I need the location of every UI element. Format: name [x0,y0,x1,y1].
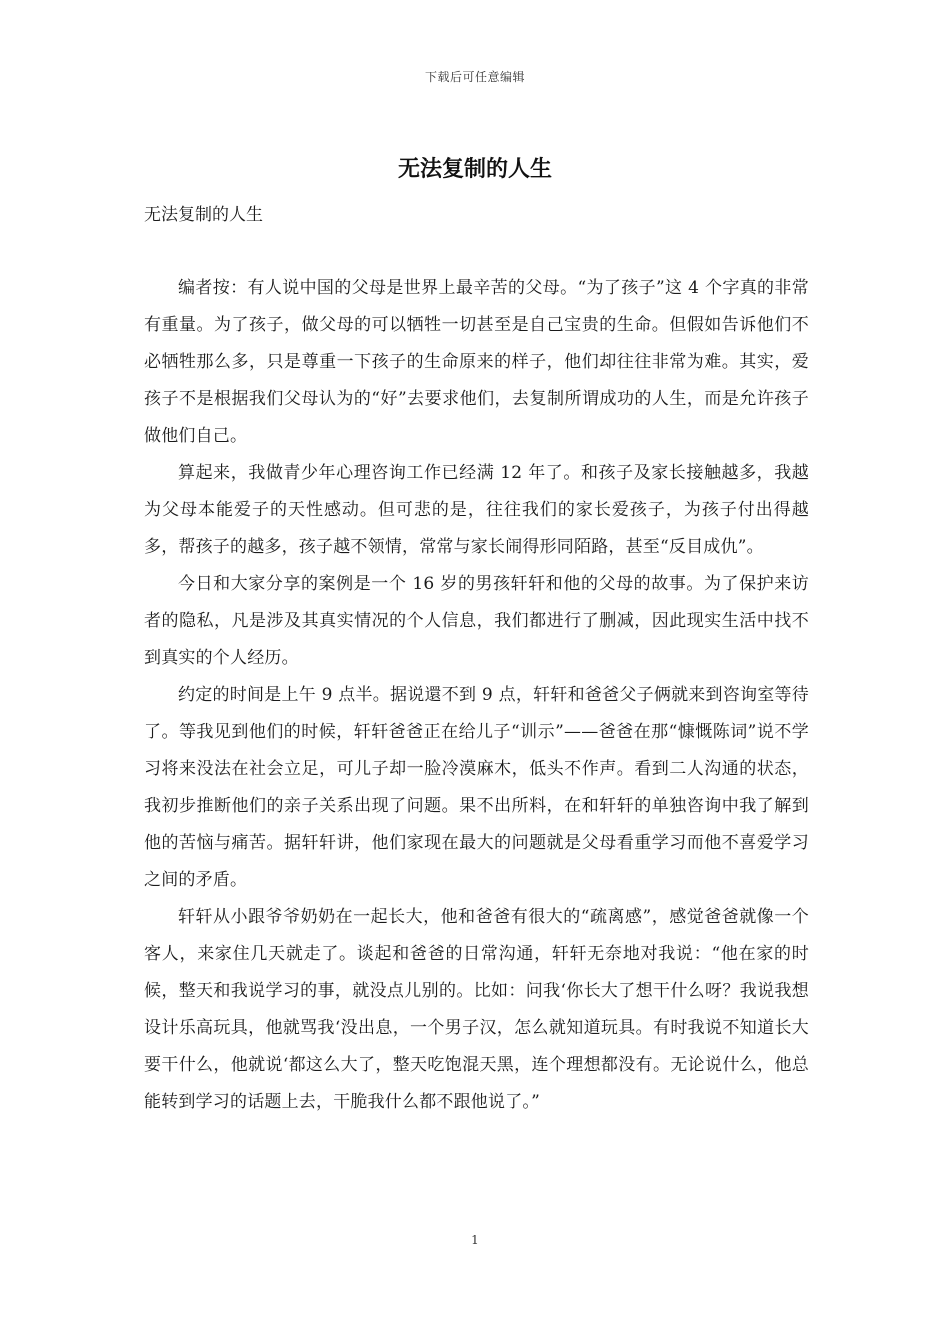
paragraph: 算起来，我做青少年心理咨询工作已经满 12 年了。和孩子及家长接触越多，我越为父母本能爱子的天性感动。但可悲的是，往往我们的家长爱孩子，为孩子付出得越多，帮孩子的越多，孩子越不领情，常常与家长闹得形同陌路，甚至“反目成仇”。 [144,463,809,557]
document-title: 无法复制的人生 [397,157,552,182]
paragraph: 约定的时间是上午 9 点半。据说還不到 9 点，轩轩和爸爸父子俩就来到咨询室等待了。等我见到他们的时候，轩轩爸爸正在给儿子“训示”——爸爸在那“慷慨陈词”说不学习将来没法在社会立足，可儿子却一脸冷漠麻木，低头不作声。看到二人沟通的状态，我初步推断他们的亲子关系出现了问题。果不出所料，在和轩轩的单独咨询中我了解到他的苦恼与痛苦。据轩轩讲，他们家现在最大的问题就是父母看重学习而他不喜爱学习之间的矛盾。 [144,685,809,890]
page-number: 1 [471,1233,479,1247]
paragraph: 今日和大家分享的案例是一个 16 岁的男孩轩轩和他的父母的故事。为了保护来访者的隐私，凡是涉及其真实情况的个人信息，我们都进行了删减，因此现实生活中找不到真实的个人经历。 [144,574,809,668]
document-subtitle: 无法复制的人生 [144,205,263,225]
paragraph-editor-note: 编者按：有人说中国的父母是世界上最辛苦的父母。“为了孩子”这 4 个字真的非常有重量。为了孩子，做父母的可以牺牲一切甚至是自己宝贵的生命。但假如告诉他们不必牺牲那么多，只是尊重一下孩子的生命原来的样子，他们却往往非常为难。其实，爱孩子不是根据我们父母认为的“好”去要求他们，去复制所谓成功的人生，而是允许孩子做他们自己。 [144,278,809,446]
document-body [144,270,809,1121]
paragraph: 轩轩从小跟爷爷奶奶在一起长大，他和爸爸有很大的“疏离感”，感觉爸爸就像一个客人，来家住几天就走了。谈起和爸爸的日常沟通，轩轩无奈地对我说：“他在家的时候，整天和我说学习的事，就没点儿别的。比如：问我‘你长大了想干什么呀？我说我想设计乐高玩具，他就骂我‘没出息，一个男子汉，怎么就知道玩具。有时我说不知道长大要干什么，他就说‘都这么大了，整天吃饱混天黑，连个理想都没有。无论说什么，他总能转到学习的话题上去，干脆我什么都不跟他说了。” [144,907,809,1112]
header-note: 下载后可任意编辑 [424,70,525,84]
